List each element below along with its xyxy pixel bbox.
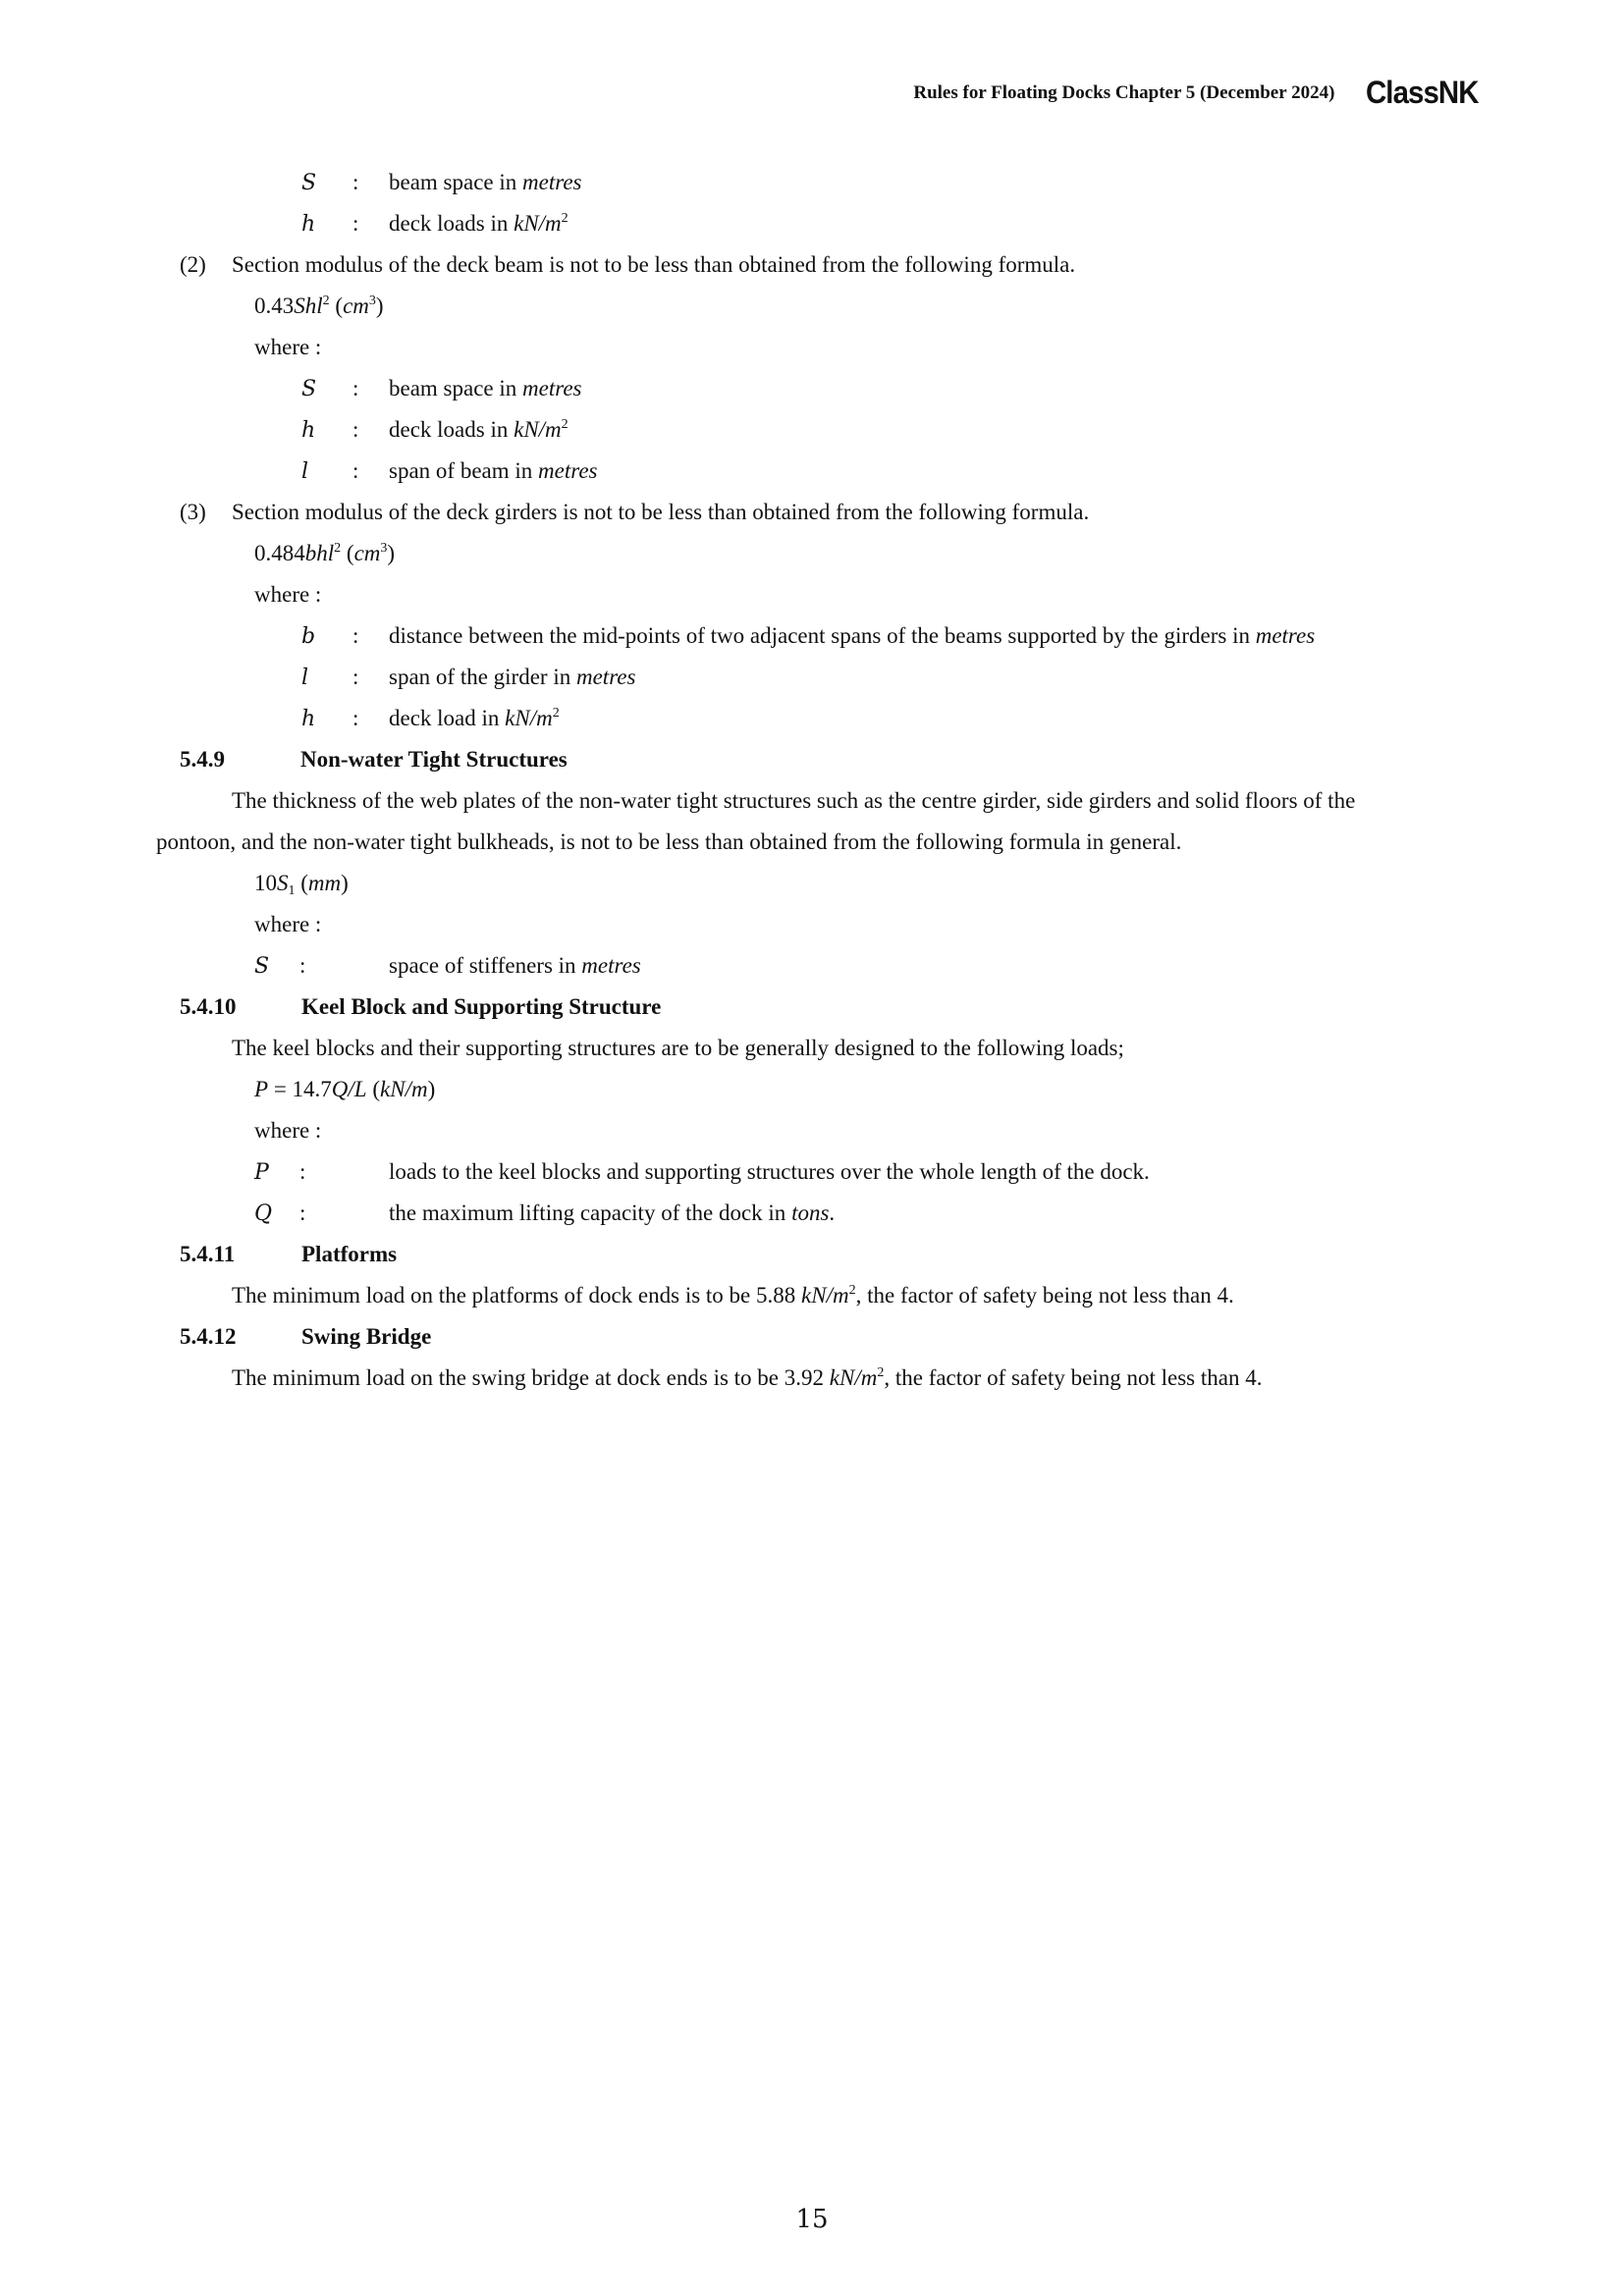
formula: $10S_1$ (mm): [254, 871, 349, 898]
formula: 0.484bhl$^2$ $(cm^3)$: [254, 541, 396, 565]
definition-symbol: P: [254, 1160, 269, 1185]
definition-colon: :: [352, 706, 359, 730]
definition-row: S: [301, 171, 317, 195]
definition-text: loads to the keel blocks and supporting structures over the whole length of the dock.: [389, 1159, 1150, 1184]
section-title: Keel Block and Supporting Structure: [301, 994, 662, 1019]
section-number: 5.4.11: [180, 1242, 236, 1266]
definition-text: deck load in $kN/m^2$: [389, 706, 560, 730]
where-label: where :: [254, 582, 322, 607]
section-title: Swing Bridge: [301, 1324, 432, 1349]
definition-colon: :: [299, 1159, 306, 1184]
definition-symbol: h: [301, 707, 316, 731]
definition-colon: :: [352, 665, 359, 689]
paragraph-line: The keel blocks and their supporting structures are to be generally designed to the following loads;: [232, 1036, 1124, 1060]
definition-colon: :: [352, 211, 359, 236]
definition-text: space of stiffeners in metres: [389, 953, 641, 978]
definition-symbol: h: [301, 418, 316, 443]
paragraph-line: The minimum load on the swing bridge at dock ends is to be 3.92 $kN/m^2$, the factor of safety being not less than 4.: [232, 1365, 1263, 1390]
definition-text: span of beam in metres: [389, 458, 598, 483]
section-title: Platforms: [301, 1242, 398, 1266]
section-number: 5.4.10: [180, 994, 237, 1019]
definition-symbol: b: [301, 624, 316, 649]
page-header: [913, 75, 1479, 111]
definition-symbol: l: [301, 459, 309, 484]
item-text: Section modulus of the deck beam is not to be less than obtained from the following formula.: [232, 252, 1076, 277]
section-number: 5.4.9: [180, 747, 225, 772]
item-number: (2): [180, 252, 206, 277]
definition-colon: :: [352, 417, 359, 442]
classnk-logo: ClassNK: [1366, 75, 1479, 110]
definition-text: span of the girder in metres: [389, 665, 636, 689]
definition-colon: :: [299, 1201, 306, 1225]
definition-text: distance between the mid-points of two adjacent spans of the beams supported by the girders in metres: [389, 623, 1316, 648]
section-title: Non-water Tight Structures: [300, 747, 568, 772]
definition-symbol: l: [301, 666, 309, 690]
definition-row: h: [301, 212, 316, 237]
definition-text: the maximum lifting capacity of the dock in tons.: [389, 1201, 836, 1225]
definition-symbol: S: [254, 954, 270, 979]
header-title: Rules for Floating Docks Chapter 5 (December 2024): [913, 81, 1335, 103]
page-number: 15: [795, 2205, 829, 2234]
paragraph-line: The minimum load on the platforms of dock ends is to be 5.88 $kN/m^2$, the factor of safety being not less than 4.: [232, 1283, 1234, 1308]
definition-symbol: S: [301, 377, 317, 401]
where-label: where :: [254, 1118, 322, 1143]
definition-colon: :: [352, 170, 359, 194]
definition-text: beam space in metres: [389, 376, 582, 400]
section-number: 5.4.12: [180, 1324, 237, 1349]
definition-text: deck loads in $kN/m^2$: [389, 211, 568, 236]
definition-text: deck loads in $kN/m^2$: [389, 417, 568, 442]
formula: P = 14.7Q/L (kN/m): [254, 1077, 436, 1101]
definition-colon: :: [299, 953, 306, 978]
definition-text: beam space in metres: [389, 170, 582, 194]
item-number: (3): [180, 500, 206, 524]
item-text: Section modulus of the deck girders is not to be less than obtained from the following formula.: [232, 500, 1090, 524]
paragraph-line: pontoon, and the non-water tight bulkheads, is not to be less than obtained from the following formula in general.: [156, 829, 1182, 854]
where-label: where :: [254, 912, 322, 936]
paragraph-line: The thickness of the web plates of the non-water tight structures such as the centre girder, side girders and solid floors of the: [232, 788, 1356, 813]
definition-symbol: Q: [254, 1201, 273, 1226]
definition-colon: :: [352, 376, 359, 400]
formula: 0.43Shl$^2$ $(cm^3)$: [254, 294, 384, 318]
definition-colon: :: [352, 623, 359, 648]
where-label: where :: [254, 335, 322, 359]
definition-colon: :: [352, 458, 359, 483]
